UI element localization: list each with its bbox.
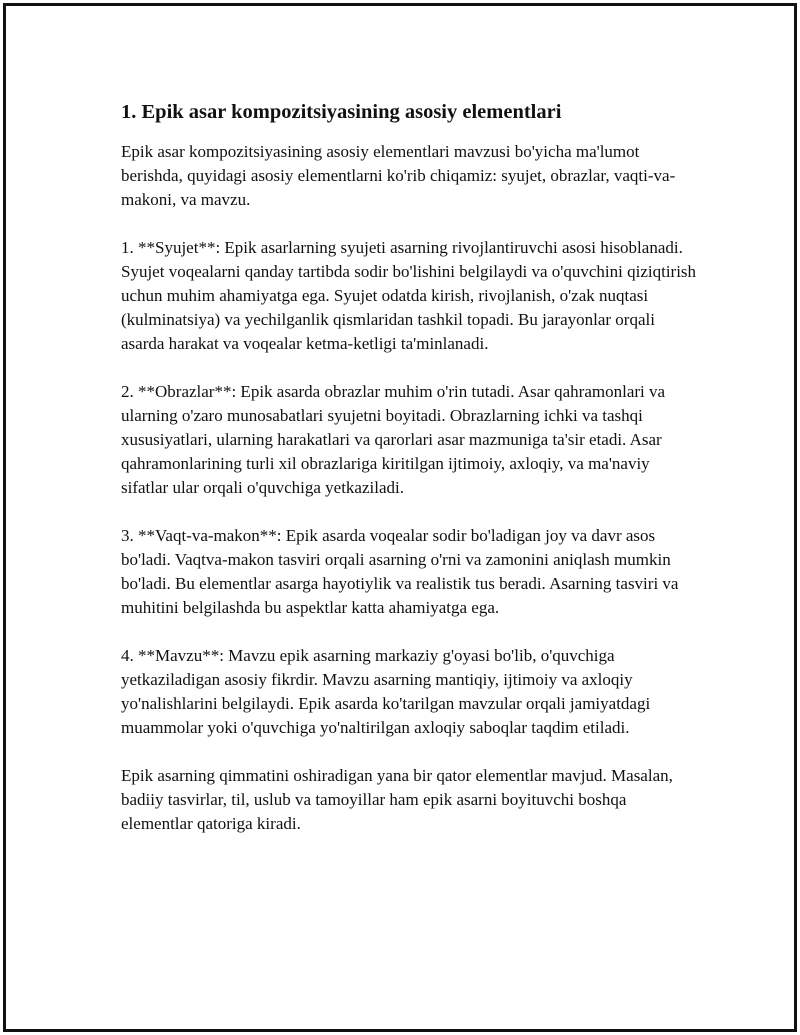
section-mavzu: 4. **Mavzu**: Mavzu epik asarning markaziy g'oyasi bo'lib, o'quvchiga yetkaziladigan asosiy fikrdir. Mavzu asarning mantiqiy, ijtimoiy va axloqiy yo'nalishlarini belgilaydi. Epik asarda ko'tarilgan mavzular orqali jamiyatdagi muammolar yoki o'quvchiga yo'naltirilgan axloqiy saboqlar taqdim etiladi. xyxy=(121,646,651,737)
section-obrazlar: 2. **Obrazlar**: Epik asarda obrazlar muhim o'rin tutadi. Asar qahramonlari va ularning o'zaro munosabatlari syujetni boyitadi. Obrazlarning ichki va tashqi xususiyatlari, ularning harakatlari va qarorlari asar mazmuniga ta'sir etadi. Asar qahramonlarining turli xil obrazlariga kiritilgan ijtimoiy, axloqiy, va ma'naviy sifatlar ular orqali o'quvchiga yetkaziladi. xyxy=(121,382,666,497)
intro-paragraph: Epik asar kompozitsiyasining asosiy elementlari mavzusi bo'yicha ma'lumot berishda, quyidagi asosiy elementlarni ko'rib chiqamiz: syujet, obrazlar, vaqti-va-makoni, va mavzu. xyxy=(121,142,676,209)
document-title: 1. Epik asar kompozitsiyasining asosiy elementlari xyxy=(121,101,562,123)
document-body xyxy=(121,98,701,860)
section-syujet: 1. **Syujet**: Epik asarlarning syujeti asarning rivojlantiruvchi asosi hisoblanadi. Syujet voqealarni qanday tartibda sodir bo'lishini belgilaydi va o'quvchini qiziqtirish uchun muhim ahamiyatga ega. Syujet odatda kirish, rivojlanish, o'zak nuqtasi (kulminatsiya) va yechilganlik qismlaridan tashkil topadi. Bu jarayonlar orqali asarda harakat va voqealar ketma-ketligi ta'minlanadi. xyxy=(121,238,697,353)
section-vaqt-va-makon: 3. **Vaqt-va-makon**: Epik asarda voqealar sodir bo'ladigan joy va davr asos bo'ladi. Vaqtva-makon tasviri orqali asarning o'rni va zamonini aniqlash mumkin bo'ladi. Bu elementlar asarga hayotiylik va realistik tus beradi. Asarning tasviri va muhitini belgilashda bu aspektlar katta ahamiyatga ega. xyxy=(121,526,679,617)
conclusion-paragraph: Epik asarning qimmatini oshiradigan yana bir qator elementlar mavjud. Masalan, badiiy tasvirlar, til, uslub va tamoyillar ham epik asarni boyituvchi boshqa elementlar qatoriga kiradi. xyxy=(121,766,673,833)
page-frame xyxy=(3,3,797,1032)
